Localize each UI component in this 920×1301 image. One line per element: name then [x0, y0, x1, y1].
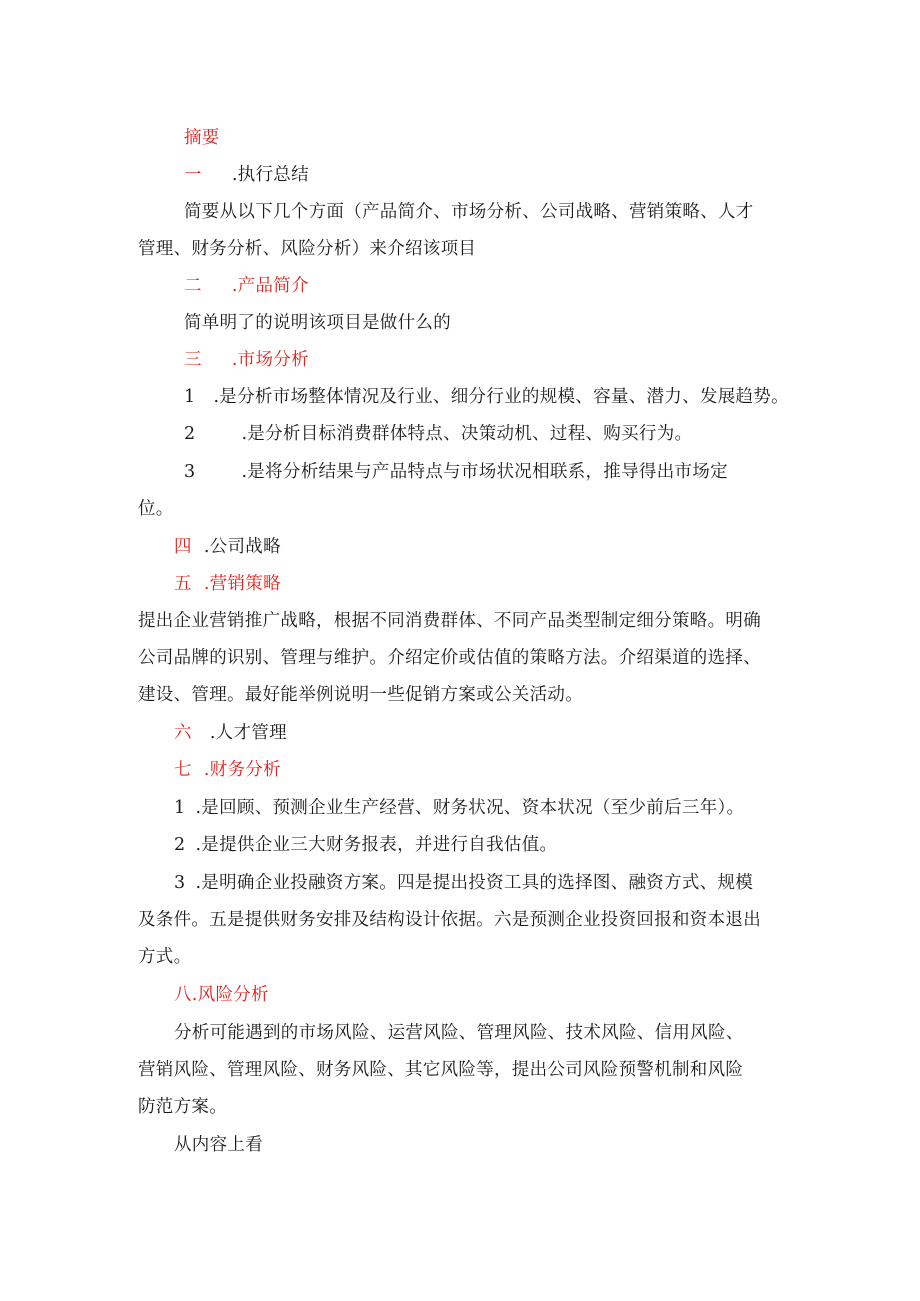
list-item — [174, 833, 557, 857]
section-number: 三 — [184, 350, 202, 370]
section-number: 四 — [174, 537, 192, 557]
item-text: .是分析目标消费群体特点、决策动机、过程、购买行为。 — [241, 424, 693, 444]
section-7-heading — [174, 758, 281, 782]
list-item — [184, 385, 789, 409]
list-item — [174, 796, 744, 820]
section-3-heading — [184, 348, 309, 372]
section-title: .营销策略 — [203, 574, 281, 594]
item-number: 3 — [184, 462, 196, 482]
item-text: .是明确企业投融资方案。四是提出投资工具的选择图、融资方式、规模 — [195, 873, 754, 893]
section-title: .人才管理 — [209, 723, 287, 743]
list-item — [184, 460, 728, 484]
paragraph-line: 简单明了的说明该项目是做什么的 — [184, 313, 451, 333]
item-text: .是分析市场整体情况及行业、细分行业的规模、容量、潜力、发展趋势。 — [213, 387, 789, 407]
section-8-heading: 八.风险分析 — [174, 985, 269, 1005]
item-text: .是提供企业三大财务报表，并进行自我估值。 — [195, 835, 558, 855]
section-number: 五 — [174, 574, 192, 594]
paragraph-line: 提出企业营销推广战略，根据不同消费群体、不同产品类型制定细分策略。明确 — [138, 611, 761, 631]
section-title: .产品简介 — [231, 276, 309, 296]
section-5-heading — [174, 572, 281, 596]
section-number: 二 — [184, 276, 202, 296]
section-number: 六 — [174, 723, 192, 743]
section-title: .市场分析 — [231, 350, 309, 370]
item-number: 2 — [184, 424, 196, 444]
item-number: 1 — [184, 387, 196, 407]
abstract-heading: 摘要 — [184, 128, 220, 148]
section-number: 一 — [184, 165, 202, 185]
item-text: .是回顾、预测企业生产经营、财务状况、资本状况（至少前后三年）。 — [195, 798, 745, 818]
paragraph-line: 简要从以下几个方面（产品简介、市场分析、公司战略、营销策略、人才 — [184, 202, 754, 222]
list-item — [174, 871, 753, 895]
section-4-heading — [174, 535, 281, 559]
section-number: 七 — [174, 760, 192, 780]
section-title: .公司战略 — [203, 537, 281, 557]
section-1-heading — [184, 163, 309, 187]
paragraph-line: 从内容上看 — [174, 1135, 263, 1155]
section-6-heading — [174, 721, 287, 745]
paragraph-line: 营销风险、管理风险、财务风险、其它风险等，提出公司风险预警机制和风险 — [138, 1060, 744, 1080]
item-number: 1 — [174, 798, 186, 818]
paragraph-line: 管理、财务分析、风险分析）来介绍该项目 — [138, 239, 477, 259]
paragraph-line: 公司品牌的识别、管理与维护。介绍定价或估值的策略方法。介绍渠道的选择、 — [138, 648, 761, 668]
paragraph-line: 及条件。五是提供财务安排及结构设计依据。六是预测企业投资回报和资本退出 — [138, 910, 761, 930]
list-item — [184, 422, 692, 446]
item-number: 2 — [174, 835, 186, 855]
item-text: .是将分析结果与产品特点与市场状况相联系，推导得出市场定 — [241, 462, 728, 482]
item-number: 3 — [174, 873, 186, 893]
paragraph-line: 建设、管理。最好能举例说明一些促销方案或公关活动。 — [138, 685, 583, 705]
paragraph-line: 位。 — [138, 499, 174, 519]
paragraph-line: 防范方案。 — [138, 1097, 227, 1117]
section-title: .财务分析 — [203, 760, 281, 780]
paragraph-line: 分析可能遇到的市场风险、运营风险、管理风险、技术风险、信用风险、 — [174, 1023, 744, 1043]
section-2-heading — [184, 274, 309, 298]
paragraph-line: 方式。 — [138, 947, 192, 967]
section-title: .执行总结 — [231, 165, 309, 185]
